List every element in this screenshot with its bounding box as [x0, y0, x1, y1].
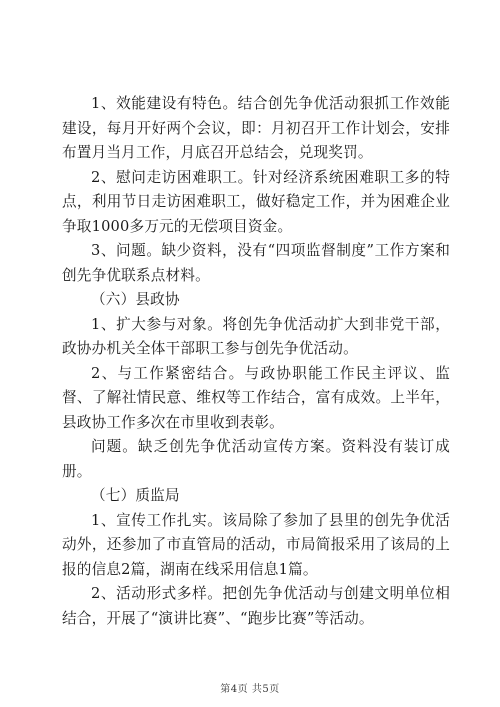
section-heading-cppcc: （六）县政协 — [91, 291, 180, 308]
paragraph-publicity-work: 1、宣传工作扎实。该局除了参加了县里的创先争优活动外，还参加了市直管局的活动，市局简报采用了该局的上报的信息2篇，湖南在线采用信息1篇。 — [62, 511, 450, 578]
document-body — [62, 92, 450, 631]
paragraph-visit-workers: 2、慰问走访困难职工。针对经济系统困难职工多的特点，利用节日走访困难职工，做好稳定工作，并为困难企业争取1000多万元的无偿项目资金。 — [62, 168, 450, 235]
paragraph-activity-forms: 2、活动形式多样。把创先争优活动与创建文明单位相结合，开展了“演讲比赛”、“跑步比赛”等活动。 — [62, 585, 450, 627]
section-heading-quality-bureau: （七）质监局 — [91, 487, 180, 504]
paragraph-expand-participants: 1、扩大参与对象。将创先争优活动扩大到非党干部，政协办机关全体干部职工参与创先争优活动。 — [62, 315, 450, 357]
paragraph-problem-materials: 3、问题。缺少资料，没有“四项监督制度”工作方案和创先争优联系点材料。 — [62, 242, 450, 284]
page-footer: 第4页 共5页 — [220, 684, 280, 695]
paragraph-combine-work: 2、与工作紧密结合。与政协职能工作民主评议、监督、了解社情民意、维权等工作结合，富有成效。上半年，县政协工作多次在市里收到表彰。 — [62, 364, 450, 431]
paragraph-efficiency-building: 1、效能建设有特色。结合创先争优活动狠抓工作效能建设，每月开好两个会议，即：月初召开工作计划会，安排布置月当月工作，月底召开总结会，兑现奖罚。 — [62, 95, 450, 161]
paragraph-problem-publicity: 问题。缺乏创先争优活动宣传方案。资料没有装订成册。 — [62, 438, 450, 480]
